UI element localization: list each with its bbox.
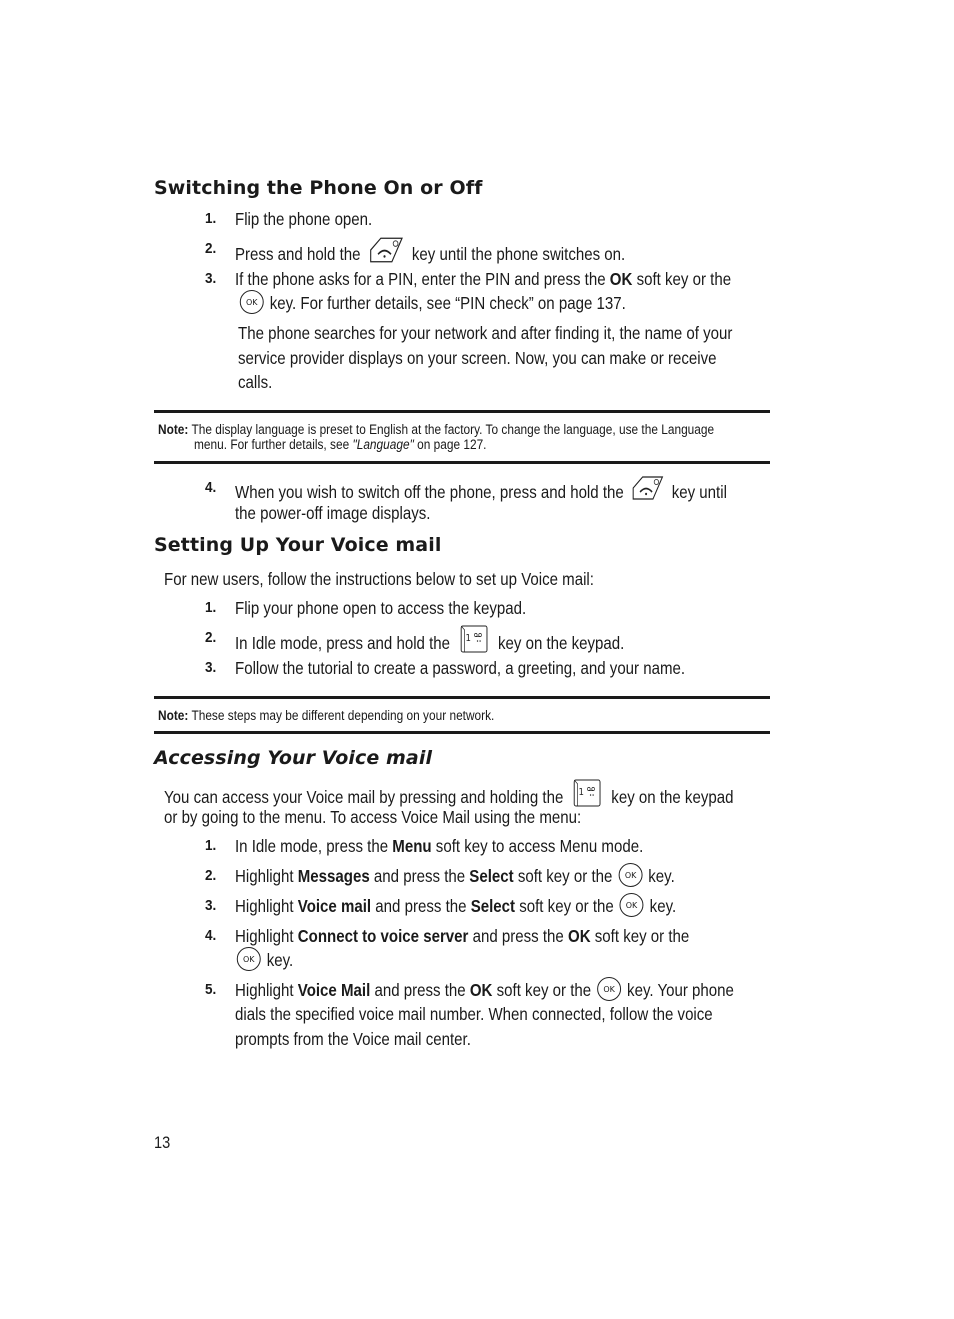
- page-number: 13: [154, 1133, 171, 1152]
- ok-key-icon: OK: [597, 977, 621, 1001]
- step-text-continued: dials the specified voice mail number. When connected, follow the voice: [235, 1004, 713, 1024]
- step-number: 3.: [205, 659, 217, 676]
- svg-text:1: 1: [465, 632, 471, 645]
- ok-key-icon: OK: [618, 863, 642, 887]
- section-title-accessing: Accessing Your Voice mail: [154, 747, 433, 769]
- paragraph-line: calls.: [238, 372, 273, 392]
- step-text-continued: OK key.: [235, 948, 293, 973]
- step-text: Highlight Messages and press the Select soft key or the OK key.: [235, 864, 675, 889]
- ok-key-icon: OK: [237, 947, 261, 971]
- step-number: 1.: [205, 599, 217, 616]
- step-text: Press and hold the key until the phone switches on.: [235, 237, 625, 274]
- paragraph-line: The phone searches for your network and after finding it, the name of your: [238, 323, 733, 343]
- step-text: Flip the phone open.: [235, 209, 373, 229]
- step-text-continued: prompts from the Voice mail center.: [235, 1029, 471, 1049]
- step-text: Follow the tutorial to create a password, a greeting, and your name.: [235, 658, 686, 678]
- step-text: Highlight Connect to voice server and press the OK soft key or the: [235, 926, 690, 946]
- section-title-switching: Switching the Phone On or Off: [154, 177, 483, 199]
- step-number: 4.: [205, 479, 217, 496]
- note-bottom-rule: [154, 461, 770, 464]
- ok-key-icon: OK: [620, 893, 644, 917]
- power-end-key-icon: [631, 474, 665, 509]
- step-number: 2.: [205, 240, 217, 257]
- step-number: 1.: [205, 210, 217, 227]
- step-number: 1.: [205, 837, 217, 854]
- step-text: Highlight Voice mail and press the Select soft key or the OK key.: [235, 894, 676, 919]
- step-number: 3.: [205, 897, 217, 914]
- step-number: 3.: [205, 270, 217, 287]
- paragraph-line: service provider displays on your screen. Now, you can make or receive: [238, 348, 717, 368]
- note-top-rule: [154, 696, 770, 699]
- step-text: In Idle mode, press the Menu soft key to access Menu mode.: [235, 836, 644, 856]
- step-text: In Idle mode, press and hold the 1 key on the keypad.: [235, 626, 624, 663]
- ok-key-icon: OK: [240, 290, 264, 314]
- svg-text:1: 1: [578, 786, 585, 799]
- step-text: Highlight Voice Mail and press the OK soft key or the OK key. Your phone: [235, 978, 734, 1003]
- intro-text: You can access your Voice mail by pressing and holding the 1 key on the keypad: [164, 780, 733, 817]
- note-bottom-rule: [154, 731, 770, 734]
- step-number: 4.: [205, 927, 217, 944]
- step-number: 2.: [205, 867, 217, 884]
- note-top-rule: [154, 410, 770, 413]
- step-text: If the phone asks for a PIN, enter the PIN and press the OK soft key or the: [235, 269, 732, 289]
- intro-text-continued: or by going to the menu. To access Voice Mail using the menu:: [164, 807, 582, 827]
- note-line: Note: The display language is preset to English at the factory. To change the language, use the Language: [158, 422, 715, 437]
- step-text-continued: OK key. For further details, see “PIN check” on page 137.: [238, 291, 626, 316]
- intro-text: For new users, follow the instructions below to set up Voice mail:: [164, 569, 594, 589]
- step-text: When you wish to switch off the phone, press and hold the key until: [235, 476, 727, 511]
- note-line: Note: These steps may be different depending on your network.: [158, 708, 495, 723]
- section-title-setting-up: Setting Up Your Voice mail: [154, 534, 442, 556]
- step-number: 5.: [205, 981, 217, 998]
- step-number: 2.: [205, 629, 217, 646]
- step-text-continued: the power-off image displays.: [235, 503, 431, 523]
- step-text: Flip your phone open to access the keypad.: [235, 598, 527, 618]
- note-line: menu. For further details, see "Language" on page 127.: [194, 437, 487, 452]
